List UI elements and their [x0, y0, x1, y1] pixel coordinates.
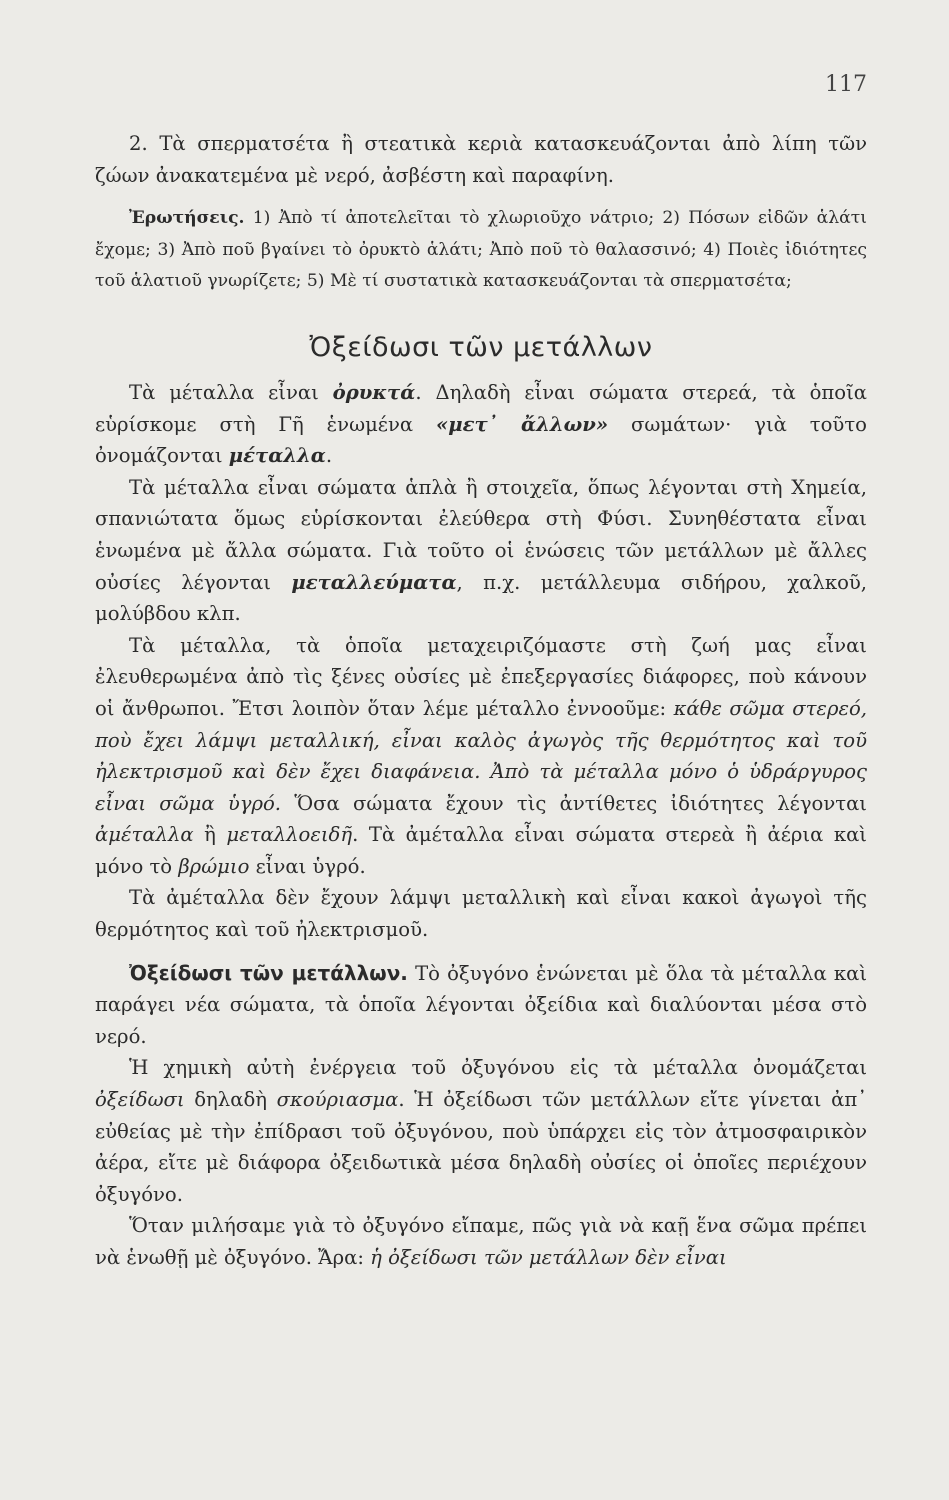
paragraph-nonmetals: Τὰ ἀμέταλλα δὲν ἔχουν λάμψι μεταλλικὴ καὶ εἶναι κακοὶ ἀγωγοὶ τῆς θερμότητος καὶ τοῦ ἠλεκτρισμοῦ.	[95, 886, 867, 942]
text-run: Τὰ μέταλλα εἶναι σώματα ἁπλὰ ἢ στοιχεῖα, ὅπως λέγονται στὴ Χημεία, σπανιώτατα ὅμως εὑρίσκονται ἐλεύθερα στὴ Φύσι. Συνηθέστατα εἶναι ἑνωμένα μὲ ἄλλα σώματα. Γιὰ τοῦτο οἱ ἑνώσεις τῶν μετάλλων μὲ ἄλλες οὐσίες λέγονται	[95, 475, 867, 594]
paragraph-simple-elements	[95, 472, 867, 630]
italic-term: ἀμέταλλα	[95, 823, 194, 847]
text-run: Ὅσα σώματα ἔχουν τὶς ἀντίθετες ἰδιότητες λέγονται	[281, 791, 867, 815]
text-run: Τὰ μέταλλα εἶναι	[129, 380, 333, 404]
paragraph-chemical-action	[95, 1052, 867, 1210]
text-run: ἢ	[193, 823, 227, 847]
emphasis-term: ὀρυκτά	[332, 380, 416, 404]
page-number: 117	[825, 72, 867, 97]
text-run: . Δηλαδὴ εἶναι σώματα στερεά, τὰ ὁποῖα εὑρίσκομε στὴ Γῆ ἑνωμένα	[95, 380, 867, 436]
text-run: .	[325, 444, 333, 468]
paragraph-metal-definition	[95, 630, 867, 883]
text-run: Ὅταν μιλήσαμε γιὰ τὸ ὀξυγόνο εἴπαμε, πῶς γιὰ νὰ καῇ ἕνα σῶμα πρέπει νὰ ἑνωθῇ μὲ ὀξυγόνο. Ἄρα:	[95, 1214, 867, 1269]
text-run: . Τὰ ἀμέταλλα εἶναι σώματα στερεὰ ἢ ἀέρια καὶ μόνο τὸ	[95, 823, 867, 878]
text-run: , π.χ. μετάλλευμα σιδήρου, χαλκοῦ, μολύβδου κλπ.	[95, 570, 867, 626]
italic-term: σκούριασμα	[276, 1088, 399, 1112]
paragraph-conclusion	[95, 1210, 867, 1273]
paragraph-candles: 2. Τὰ σπερματσέτα ἢ στεατικὰ κεριὰ κατασκευάζονται ἀπὸ λίπη τῶν ζώων ἀνακατεμένα μὲ νερό, ἀσβέστη καὶ παραφίνη.	[95, 132, 867, 187]
text-run: δηλαδὴ	[184, 1088, 277, 1112]
paragraph-oxidation	[95, 958, 867, 1053]
emphasis-term: «μετ᾽ ἄλλων»	[436, 412, 609, 436]
text-block	[95, 0, 867, 1274]
italic-term: μεταλλοειδῆ	[226, 823, 353, 847]
text-run: σωμάτων· γιὰ τοῦτο ὀνομάζονται	[95, 412, 867, 468]
emphasis-term: μεταλλεύματα	[291, 570, 457, 594]
paragraph-metals-intro	[95, 377, 867, 472]
emphasis-term: μέταλλα	[228, 444, 326, 468]
questions-text: 1) Ἀπὸ τί ἀποτελεῖται τὸ χλωριοῦχο νάτριο; 2) Πόσων εἰδῶν ἁλάτι ἔχομε; 3) Ἀπὸ ποῦ βγαίνει τὸ ὀρυκτὸ ἁλάτι; Ἀπὸ ποῦ τὸ θαλασσινό; 4) Ποιὲς ἰδιότητες τοῦ ἁλατιοῦ γνωρίζετε; 5) Μὲ τί συστατικὰ κατασκευάζονται τὰ σπερματσέτα;	[95, 208, 867, 292]
inline-section-title: Ὀξείδωσι τῶν μετάλλων.	[129, 960, 408, 985]
text-run: Ἡ χημικὴ αὐτὴ ἐνέργεια τοῦ ὀξυγόνου εἰς τὰ μέταλλα ὀνομάζεται	[129, 1056, 867, 1080]
text-run: εἶναι ὑγρό.	[249, 854, 366, 878]
section-title: Ὀξείδωσι τῶν μετάλλων	[309, 331, 653, 363]
text-run: Τὰ μέταλλα, τὰ ὁποῖα μεταχειριζόμαστε στὴ ζωή μας εἶναι ἐλευθερωμένα ἀπὸ τὶς ξένες οὐσίες μὲ ἐπεξεργασίες διάφορες, ποὺ κάνουν οἱ ἄνθρωποι. Ἔτσι λοιπὸν ὅταν λέμε μέταλλο ἐννοοῦμε:	[95, 633, 867, 720]
italic-term: βρώμιο	[178, 854, 250, 878]
italic-term: ὀξείδωσι	[95, 1088, 185, 1112]
italic-conclusion: ἡ ὀξείδωσι τῶν μετάλλων δὲν εἶναι	[370, 1246, 727, 1269]
questions-paragraph	[95, 203, 867, 298]
questions-lead: Ἐρωτήσεις.	[129, 208, 245, 229]
text-run: Τὸ ὀξυγόνο ἑνώνεται μὲ ὅλα τὰ μέταλλα καὶ παράγει νέα σώματα, τὰ ὁποῖα λέγονται ὀξείδια καὶ διαλύονται μέσα στὸ νερό.	[95, 961, 868, 1048]
italic-definition: κάθε σῶμα στερεό, ποὺ ἔχει λάμψι μεταλλική, εἶναι καλὸς ἀγωγὸς τῆς θερμότητος καὶ τοῦ ἠλεκτρισμοῦ καὶ δὲν ἔχει διαφάνεια. Ἀπὸ τὰ μέταλλα μόνο ὁ ὑδράργυρος εἶναι σῶμα ὑγρό.	[95, 696, 867, 815]
text-run: . Ἡ ὀξείδωσι τῶν μετάλλων εἴτε γίνεται ἀπ᾽ εὐθείας μὲ τὴν ἐπίδρασι τοῦ ὀξυγόνου, ποὺ ὑπάρχει εἰς τὸν ἀτμοσφαιρικὸν ἀέρα, εἴτε μὲ διάφορα ὀξειδωτικὰ μέσα δηλαδὴ οὐσίες οἱ ὁποῖες περιέχουν ὀξυγόνο.	[95, 1088, 867, 1206]
